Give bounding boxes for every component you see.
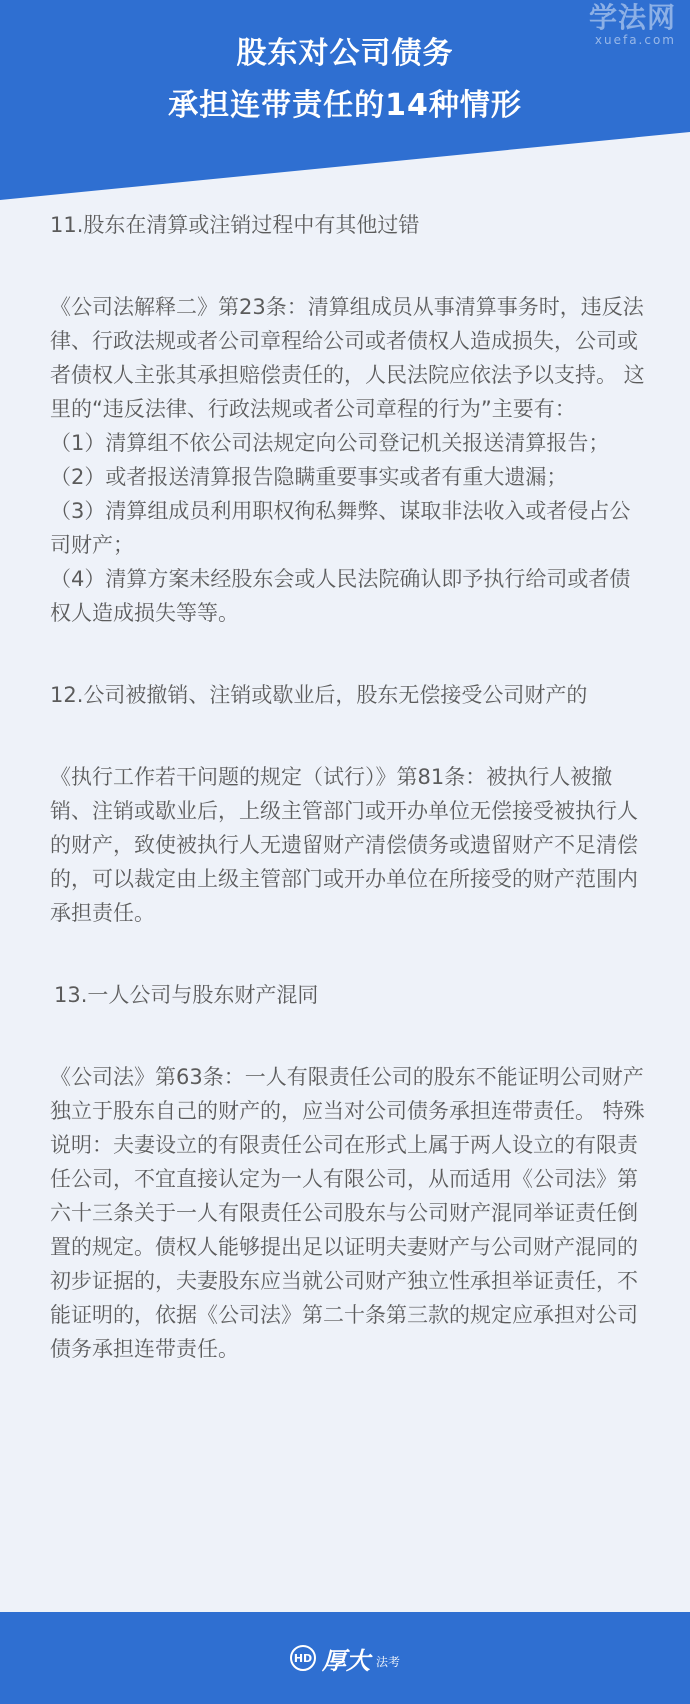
section-paragraph-11: 《公司法解释二》第23条：清算组成员从事清算事务时，违反法律、行政法规或者公司章程给公司或者债权人造成损失，公司或者债权人主张其承担赔偿责任的，人民法院应依法予以支持。 这里的“违反法律、行政法规或者公司章程的行为”主要有： [50,295,645,421]
logo-text: 厚大 [321,1645,370,1675]
section-heading-11: 11.股东在清算或注销过程中有其他过错 [50,213,420,237]
footer-banner [0,1612,690,1704]
watermark-main: 学法网 [588,1,676,34]
list-item: （4）清算方案未经股东会或人民法院确认即予执行给司或者债权人造成损失等等。 [50,567,631,625]
section-paragraph-13: 《公司法》第63条：一人有限责任公司的股东不能证明公司财产独立于股东自己的财产的，应当对公司债务承担连带责任。 特殊说明：夫妻设立的有限责任公司在形式上属于两人设立的有限责任公司，不宜直接认定为一人有限公司，从而适用《公司法》第六十三条关于一人有限责任公司股东与公司财产混同举证责任倒置的规定。债权人能够提出足以证明夫妻财产与公司财产混同的初步证据的，夫妻股东应当就公司财产独立性承担举证责任，不能证明的，依据《公司法》第二十条第三款的规定应承担对公司债务承担连带责任。 [50,1065,645,1361]
brand-logo [290,1641,400,1676]
section-paragraph-12: 《执行工作若干问题的规定（试行）》第81条：被执行人被撤销、注销或歇业后，上级主管部门或开办单位无偿接受被执行人的财产，致使被执行人无遗留财产清偿债务或遗留财产不足清偿的，可以裁定由上级主管部门或开办单位在所接受的财产范围内承担责任。 [50,765,638,925]
hd-circle-icon: HD [290,1645,316,1671]
list-item: （1）清算组不依公司法规定向公司登记机关报送清算报告； [50,431,610,455]
section-heading-13: 13.一人公司与股东财产混同 [54,983,319,1007]
article-body [50,208,650,1366]
section-heading-12: 12.公司被撤销、注销或歇业后，股东无偿接受公司财产的 [50,683,588,707]
logo-subtext: 法考 [375,1654,400,1669]
watermark-url: xuefa.com [594,33,676,47]
list-item: （2）或者报送清算报告隐瞒重要事实或者有重大遗漏； [50,465,568,489]
title-line-2: 承担连带责任的14种情形 [168,88,522,123]
title-line-1: 股东对公司债务 [236,36,454,71]
page-title [0,28,690,132]
list-item: （3）清算组成员利用职权徇私舞弊、谋取非法收入或者侵占公司财产； [50,499,631,557]
